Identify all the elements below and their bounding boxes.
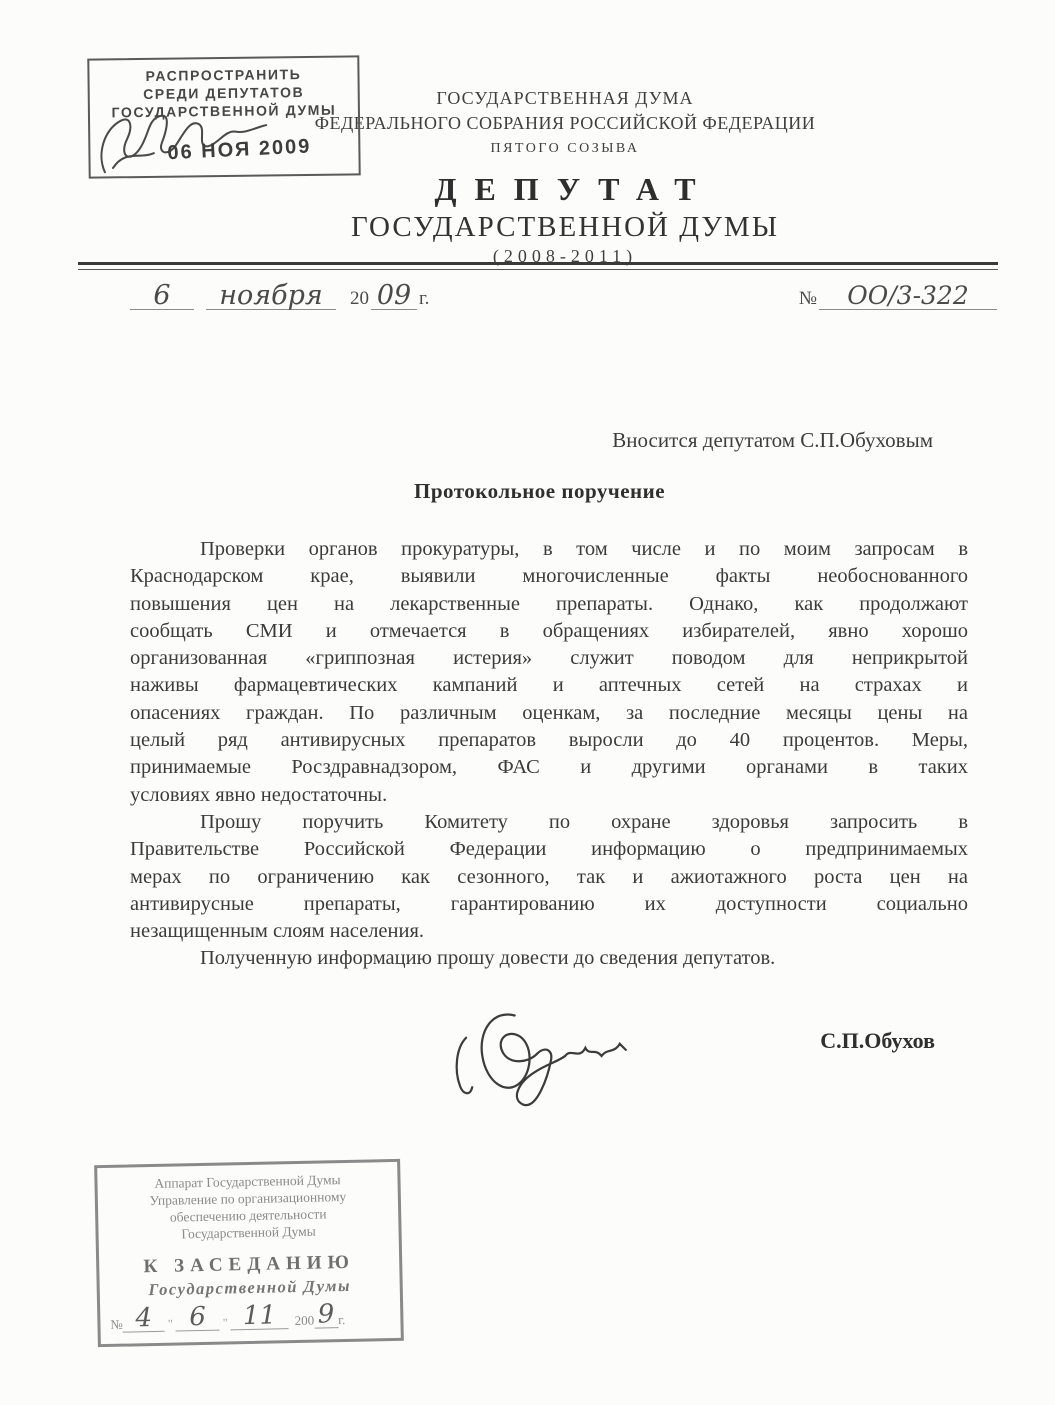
paragraph-line: мерах по ограничению как сезонного, так и ажиотажного роста цен на xyxy=(130,865,968,888)
paragraph-line: Правительстве Российской Федерации информацию о предпринимаемых xyxy=(130,838,968,861)
year-suffix: г. xyxy=(419,288,430,309)
session-stamp-heading: К ЗАСЕДАНИЮ xyxy=(143,1251,356,1278)
handwritten-session-year: 9 xyxy=(317,1299,335,1330)
paragraph-line: антивирусные препараты, гарантированию их доступности социально xyxy=(130,892,968,915)
session-stamp xyxy=(94,1159,404,1347)
distribution-stamp xyxy=(87,55,360,178)
number-label: № xyxy=(798,288,817,309)
convocation-years: (2008-2011) xyxy=(492,246,638,266)
org-name-line3: ПЯТОГО СОЗЫВА xyxy=(490,141,640,156)
paragraph-line: сообщать СМИ и отмечается в обращениях избирателей, явно хорошо xyxy=(130,619,968,642)
body-text xyxy=(130,536,968,973)
body-paragraph xyxy=(130,809,968,945)
submitted-by-line: Вносится депутатом С.П.Обуховым xyxy=(612,428,933,452)
session-year-suffix: г. xyxy=(337,1312,346,1328)
date-field xyxy=(130,282,431,310)
session-number-label: № xyxy=(110,1316,124,1332)
paragraph-line: Прошу поручить Комитету по охране здоровья запросить в xyxy=(200,810,968,833)
org-name-line2: ФЕДЕРАЛЬНОГО СОБРАНИЯ РОССИЙСКОЙ ФЕДЕРАЦИИ xyxy=(314,113,816,133)
org-name-line1: ГОСУДАРСТВЕННАЯ ДУМА xyxy=(436,88,694,108)
paragraph-line: Проверки органов прокуратуры, в том числе и по моим запросам в xyxy=(200,538,968,560)
paragraph-line: опасениях граждан. По различным оценкам, за последние месяцы цены на xyxy=(130,701,968,724)
paragraph-line: повышения цен на лекарственные препараты. Однако, как продолжают xyxy=(130,592,968,615)
deputy-signature-icon xyxy=(452,1003,644,1123)
session-stamp-office-line: Государственной Думы xyxy=(181,1223,316,1242)
doc-number-field xyxy=(797,283,997,310)
distribution-stamp-line: ГОСУДАРСТВЕННОЙ ДУМЫ xyxy=(111,101,337,121)
handwritten-session-number: 4 xyxy=(135,1303,153,1334)
paragraph-line: наживы фармацевтических кампаний и аптечных сетей на страхах и xyxy=(130,674,968,697)
deputy-subtitle: ГОСУДАРСТВЕННОЙ ДУМЫ xyxy=(351,211,779,243)
deputy-title: ДЕПУТАТ xyxy=(434,171,714,207)
session-stamp-subheading: Государственной Думы xyxy=(148,1275,352,1300)
handwritten-doc-number: ОО/3-322 xyxy=(847,281,969,310)
handwritten-year: 09 xyxy=(376,280,412,311)
distribution-stamp-line: РАСПРОСТРАНИТЬ xyxy=(145,66,302,84)
handwritten-day: 6 xyxy=(153,280,171,311)
paragraph-line: Полученную информацию прошу довести до сведения депутатов. xyxy=(200,947,776,970)
paragraph-line: принимаемые Росздравнадзором, ФАС и другими органами в таких xyxy=(130,756,968,779)
paragraph-line: незащищенным слоям населения. xyxy=(130,920,425,943)
session-year-prefix: 200 xyxy=(294,1312,315,1329)
paragraph-line: организованная «гриппозная истерия» служит поводом для неприкрытой xyxy=(130,647,968,670)
handwritten-session-month: 11 xyxy=(242,1300,277,1332)
body-paragraph xyxy=(130,536,968,809)
year-prefix: 20 xyxy=(350,288,369,309)
paragraph-line: целый ряд антивирусных препаратов выросли до 40 процентов. Меры, xyxy=(130,729,968,752)
signer-name: С.П.Обухов xyxy=(820,1028,935,1053)
session-stamp-office-line: Управление по организационному xyxy=(149,1188,347,1209)
quote-mark: " xyxy=(222,1315,228,1330)
session-stamp-number-line xyxy=(110,1300,391,1333)
session-stamp-office-line: обеспечению деятельности xyxy=(169,1206,327,1225)
document-title: Протокольное поручение xyxy=(414,479,666,503)
double-rule-divider xyxy=(78,262,998,270)
handwritten-month: ноября xyxy=(219,280,323,311)
paragraph-line: условиях явно недостаточны. xyxy=(130,783,388,806)
session-stamp-office-line: Аппарат Государственной Думы xyxy=(154,1172,341,1191)
distribution-stamp-line: СРЕДИ ДЕПУТАТОВ xyxy=(143,84,305,102)
body-paragraph xyxy=(130,945,968,972)
paragraph-line: Краснодарском крае, выявили многочисленные факты необоснованного xyxy=(130,565,968,588)
quote-mark: " xyxy=(167,1316,173,1331)
handwritten-session-day: 6 xyxy=(189,1301,207,1333)
incoming-date-stamp: 06 НОЯ 2009 xyxy=(166,135,312,165)
date-number-row xyxy=(130,282,997,310)
